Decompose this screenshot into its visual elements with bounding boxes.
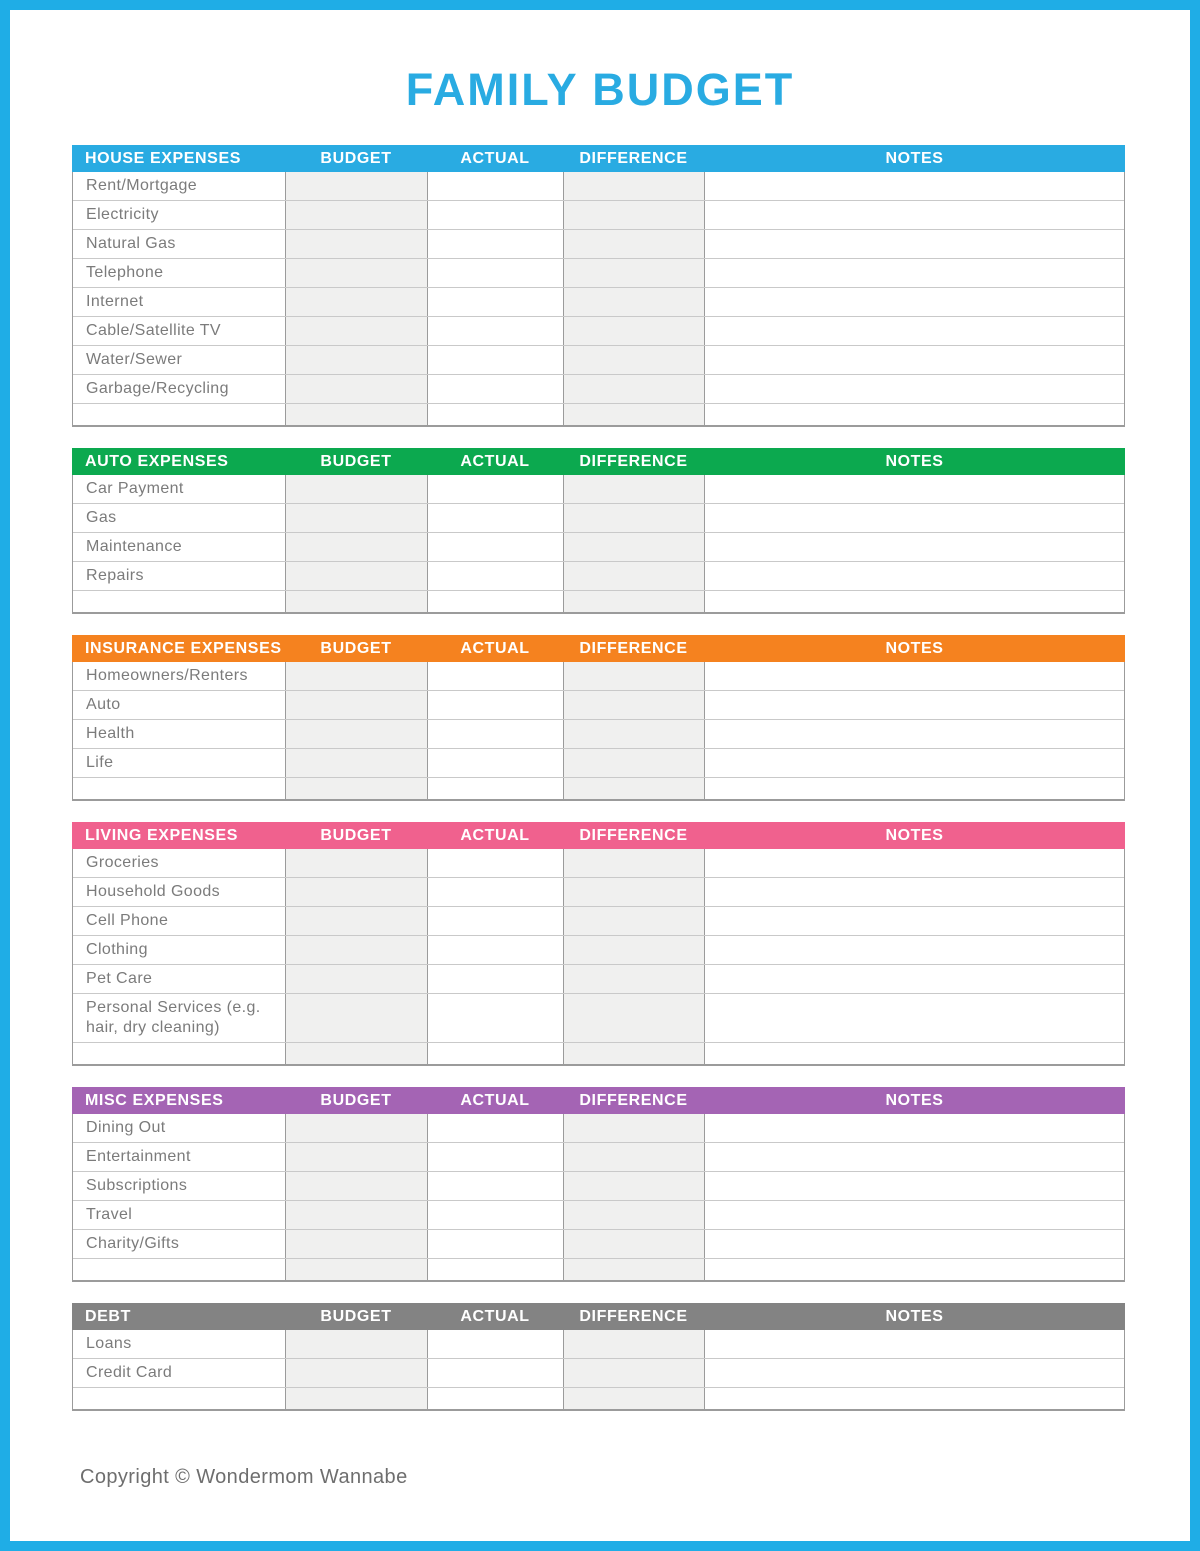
budget-cell	[286, 878, 428, 906]
difference-cell	[564, 1230, 705, 1258]
actual-cell	[428, 1172, 564, 1200]
notes-cell	[705, 749, 1124, 777]
section-auto-expenses	[72, 448, 1125, 614]
budget-cell	[286, 1259, 428, 1280]
row-label: Rent/Mortgage	[73, 172, 286, 200]
table-row	[73, 749, 1124, 778]
table-row	[73, 346, 1124, 375]
budget-cell	[286, 778, 428, 799]
actual-cell	[428, 1201, 564, 1229]
budget-cell	[286, 404, 428, 425]
row-label: Travel	[73, 1201, 286, 1229]
notes-cell	[705, 591, 1124, 612]
row-label: Homeowners/Renters	[73, 662, 286, 690]
row-label: Subscriptions	[73, 1172, 286, 1200]
empty-row	[73, 404, 1124, 425]
section-title: DEBT	[85, 1307, 131, 1325]
notes-cell	[705, 562, 1124, 590]
actual-cell	[428, 1043, 564, 1064]
row-label: Cable/Satellite TV	[73, 317, 286, 345]
notes-cell	[705, 475, 1124, 503]
actual-cell	[428, 720, 564, 748]
difference-cell	[564, 662, 705, 690]
actual-cell	[428, 533, 564, 561]
budget-cell	[286, 172, 428, 200]
table-row	[73, 288, 1124, 317]
table-row	[73, 994, 1124, 1043]
column-header-actual: ACTUAL	[460, 639, 530, 657]
notes-cell	[705, 1230, 1124, 1258]
actual-cell	[428, 994, 564, 1042]
budget-cell	[286, 1230, 428, 1258]
notes-cell	[705, 201, 1124, 229]
row-label: Charity/Gifts	[73, 1230, 286, 1258]
budget-cell	[286, 749, 428, 777]
budget-cell	[286, 475, 428, 503]
difference-cell	[564, 1359, 705, 1387]
table-row	[73, 662, 1124, 691]
difference-cell	[564, 1043, 705, 1064]
budget-cell	[286, 1388, 428, 1409]
actual-cell	[428, 1359, 564, 1387]
actual-cell	[428, 778, 564, 799]
section-header	[72, 635, 1125, 662]
actual-cell	[428, 1143, 564, 1171]
difference-cell	[564, 778, 705, 799]
difference-cell	[564, 849, 705, 877]
table-row	[73, 936, 1124, 965]
section-title: MISC EXPENSES	[85, 1091, 224, 1109]
column-header-notes: NOTES	[885, 1307, 944, 1325]
notes-cell	[705, 1201, 1124, 1229]
table-row	[73, 1359, 1124, 1388]
budget-cell	[286, 907, 428, 935]
section-table-body	[72, 662, 1125, 801]
actual-cell	[428, 849, 564, 877]
notes-cell	[705, 907, 1124, 935]
actual-cell	[428, 172, 564, 200]
table-row	[73, 849, 1124, 878]
difference-cell	[564, 533, 705, 561]
column-header-notes: NOTES	[885, 452, 944, 470]
difference-cell	[564, 562, 705, 590]
column-header-notes: NOTES	[885, 149, 944, 167]
budget-cell	[286, 1330, 428, 1358]
notes-cell	[705, 375, 1124, 403]
actual-cell	[428, 965, 564, 993]
table-row	[73, 907, 1124, 936]
column-header-notes: NOTES	[885, 639, 944, 657]
section-header	[72, 1303, 1125, 1330]
budget-sections	[72, 145, 1125, 1411]
column-header-actual: ACTUAL	[460, 452, 530, 470]
row-label: Natural Gas	[73, 230, 286, 258]
notes-cell	[705, 1114, 1124, 1142]
column-header-difference: DIFFERENCE	[579, 452, 688, 470]
row-label: Groceries	[73, 849, 286, 877]
actual-cell	[428, 230, 564, 258]
row-label: Clothing	[73, 936, 286, 964]
notes-cell	[705, 1043, 1124, 1064]
table-row	[73, 230, 1124, 259]
row-label: Repairs	[73, 562, 286, 590]
notes-cell	[705, 288, 1124, 316]
section-header	[72, 822, 1125, 849]
difference-cell	[564, 317, 705, 345]
section-table-body	[72, 1114, 1125, 1282]
empty-row	[73, 1043, 1124, 1064]
table-row	[73, 172, 1124, 201]
row-label: Loans	[73, 1330, 286, 1358]
section-title: AUTO EXPENSES	[85, 452, 229, 470]
difference-cell	[564, 1143, 705, 1171]
table-row	[73, 201, 1124, 230]
budget-cell	[286, 201, 428, 229]
actual-cell	[428, 375, 564, 403]
column-header-budget: BUDGET	[320, 1091, 392, 1109]
actual-cell	[428, 201, 564, 229]
budget-cell	[286, 965, 428, 993]
section-debt	[72, 1303, 1125, 1411]
budget-cell	[286, 504, 428, 532]
column-header-difference: DIFFERENCE	[579, 639, 688, 657]
column-header-budget: BUDGET	[320, 149, 392, 167]
actual-cell	[428, 317, 564, 345]
notes-cell	[705, 778, 1124, 799]
column-header-budget: BUDGET	[320, 639, 392, 657]
section-table-body	[72, 475, 1125, 614]
notes-cell	[705, 691, 1124, 719]
notes-cell	[705, 346, 1124, 374]
actual-cell	[428, 1114, 564, 1142]
actual-cell	[428, 662, 564, 690]
budget-cell	[286, 849, 428, 877]
column-header-difference: DIFFERENCE	[579, 826, 688, 844]
row-label: Personal Services (e.g. hair, dry cleaning)	[73, 994, 286, 1042]
notes-cell	[705, 1359, 1124, 1387]
notes-cell	[705, 1259, 1124, 1280]
section-living-expenses	[72, 822, 1125, 1066]
row-label	[73, 1259, 286, 1280]
table-row	[73, 1143, 1124, 1172]
section-house-expenses	[72, 145, 1125, 427]
difference-cell	[564, 1201, 705, 1229]
notes-cell	[705, 965, 1124, 993]
budget-cell	[286, 533, 428, 561]
table-row	[73, 375, 1124, 404]
budget-cell	[286, 1201, 428, 1229]
notes-cell	[705, 720, 1124, 748]
table-row	[73, 533, 1124, 562]
section-table-body	[72, 172, 1125, 427]
column-header-notes: NOTES	[885, 826, 944, 844]
difference-cell	[564, 994, 705, 1042]
notes-cell	[705, 504, 1124, 532]
section-table-body	[72, 849, 1125, 1066]
notes-cell	[705, 994, 1124, 1042]
section-title: HOUSE EXPENSES	[85, 149, 242, 167]
table-row	[73, 1230, 1124, 1259]
row-label: Cell Phone	[73, 907, 286, 935]
actual-cell	[428, 404, 564, 425]
actual-cell	[428, 749, 564, 777]
budget-cell	[286, 662, 428, 690]
page-title: FAMILY BUDGET	[405, 64, 795, 115]
row-label	[73, 404, 286, 425]
row-label	[73, 591, 286, 612]
actual-cell	[428, 591, 564, 612]
notes-cell	[705, 230, 1124, 258]
row-label: Gas	[73, 504, 286, 532]
table-row	[73, 475, 1124, 504]
section-title: LIVING EXPENSES	[85, 826, 239, 844]
column-header-difference: DIFFERENCE	[579, 149, 688, 167]
difference-cell	[564, 201, 705, 229]
actual-cell	[428, 259, 564, 287]
actual-cell	[428, 1259, 564, 1280]
section-header	[72, 145, 1125, 172]
notes-cell	[705, 936, 1124, 964]
budget-cell	[286, 994, 428, 1042]
notes-cell	[705, 849, 1124, 877]
row-label	[73, 1043, 286, 1064]
column-header-notes: NOTES	[885, 1091, 944, 1109]
difference-cell	[564, 691, 705, 719]
difference-cell	[564, 504, 705, 532]
section-table-body	[72, 1330, 1125, 1411]
budget-cell	[286, 562, 428, 590]
difference-cell	[564, 591, 705, 612]
actual-cell	[428, 288, 564, 316]
column-header-actual: ACTUAL	[460, 149, 530, 167]
actual-cell	[428, 475, 564, 503]
difference-cell	[564, 878, 705, 906]
column-header-actual: ACTUAL	[460, 826, 530, 844]
difference-cell	[564, 404, 705, 425]
table-row	[73, 562, 1124, 591]
difference-cell	[564, 288, 705, 316]
budget-cell	[286, 1114, 428, 1142]
row-label: Auto	[73, 691, 286, 719]
row-label: Maintenance	[73, 533, 286, 561]
budget-cell	[286, 259, 428, 287]
budget-cell	[286, 288, 428, 316]
row-label: Pet Care	[73, 965, 286, 993]
column-header-budget: BUDGET	[320, 452, 392, 470]
budget-cell	[286, 1043, 428, 1064]
difference-cell	[564, 259, 705, 287]
table-row	[73, 691, 1124, 720]
difference-cell	[564, 230, 705, 258]
row-label: Life	[73, 749, 286, 777]
budget-cell	[286, 317, 428, 345]
notes-cell	[705, 172, 1124, 200]
table-row	[73, 720, 1124, 749]
budget-cell	[286, 1143, 428, 1171]
empty-row	[73, 1388, 1124, 1409]
difference-cell	[564, 965, 705, 993]
column-header-actual: ACTUAL	[460, 1091, 530, 1109]
difference-cell	[564, 1172, 705, 1200]
column-header-budget: BUDGET	[320, 826, 392, 844]
difference-cell	[564, 172, 705, 200]
row-label: Credit Card	[73, 1359, 286, 1387]
column-header-difference: DIFFERENCE	[579, 1091, 688, 1109]
actual-cell	[428, 878, 564, 906]
difference-cell	[564, 346, 705, 374]
table-row	[73, 317, 1124, 346]
actual-cell	[428, 1330, 564, 1358]
table-row	[73, 1172, 1124, 1201]
budget-cell	[286, 1172, 428, 1200]
difference-cell	[564, 475, 705, 503]
row-label: Electricity	[73, 201, 286, 229]
notes-cell	[705, 533, 1124, 561]
budget-cell	[286, 720, 428, 748]
section-title: INSURANCE EXPENSES	[85, 639, 282, 657]
empty-row	[73, 591, 1124, 612]
difference-cell	[564, 936, 705, 964]
notes-cell	[705, 662, 1124, 690]
difference-cell	[564, 375, 705, 403]
budget-cell	[286, 1359, 428, 1387]
row-label	[73, 1388, 286, 1409]
row-label: Telephone	[73, 259, 286, 287]
budget-cell	[286, 346, 428, 374]
difference-cell	[564, 1259, 705, 1280]
row-label: Car Payment	[73, 475, 286, 503]
empty-row	[73, 1259, 1124, 1280]
column-header-budget: BUDGET	[320, 1307, 392, 1325]
actual-cell	[428, 1230, 564, 1258]
actual-cell	[428, 936, 564, 964]
actual-cell	[428, 346, 564, 374]
notes-cell	[705, 1330, 1124, 1358]
actual-cell	[428, 1388, 564, 1409]
column-header-difference: DIFFERENCE	[579, 1307, 688, 1325]
section-header	[72, 448, 1125, 475]
table-row	[73, 965, 1124, 994]
budget-cell	[286, 230, 428, 258]
table-row	[73, 259, 1124, 288]
notes-cell	[705, 317, 1124, 345]
budget-cell	[286, 691, 428, 719]
table-row	[73, 1201, 1124, 1230]
difference-cell	[564, 1114, 705, 1142]
section-insurance-expenses	[72, 635, 1125, 801]
budget-cell	[286, 936, 428, 964]
row-label: Entertainment	[73, 1143, 286, 1171]
difference-cell	[564, 749, 705, 777]
actual-cell	[428, 907, 564, 935]
row-label: Water/Sewer	[73, 346, 286, 374]
row-label: Internet	[73, 288, 286, 316]
notes-cell	[705, 1172, 1124, 1200]
budget-cell	[286, 375, 428, 403]
difference-cell	[564, 1330, 705, 1358]
table-row	[73, 1114, 1124, 1143]
table-row	[73, 1330, 1124, 1359]
table-row	[73, 878, 1124, 907]
difference-cell	[564, 907, 705, 935]
actual-cell	[428, 691, 564, 719]
difference-cell	[564, 1388, 705, 1409]
copyright-text: Copyright © Wondermom Wannabe	[80, 1466, 408, 1489]
actual-cell	[428, 504, 564, 532]
difference-cell	[564, 720, 705, 748]
section-header	[72, 1087, 1125, 1114]
actual-cell	[428, 562, 564, 590]
column-header-actual: ACTUAL	[460, 1307, 530, 1325]
budget-cell	[286, 591, 428, 612]
section-misc-expenses	[72, 1087, 1125, 1282]
row-label	[73, 778, 286, 799]
row-label: Garbage/Recycling	[73, 375, 286, 403]
notes-cell	[705, 878, 1124, 906]
notes-cell	[705, 1143, 1124, 1171]
notes-cell	[705, 259, 1124, 287]
empty-row	[73, 778, 1124, 799]
table-row	[73, 504, 1124, 533]
row-label: Health	[73, 720, 286, 748]
row-label: Dining Out	[73, 1114, 286, 1142]
row-label: Household Goods	[73, 878, 286, 906]
notes-cell	[705, 404, 1124, 425]
notes-cell	[705, 1388, 1124, 1409]
